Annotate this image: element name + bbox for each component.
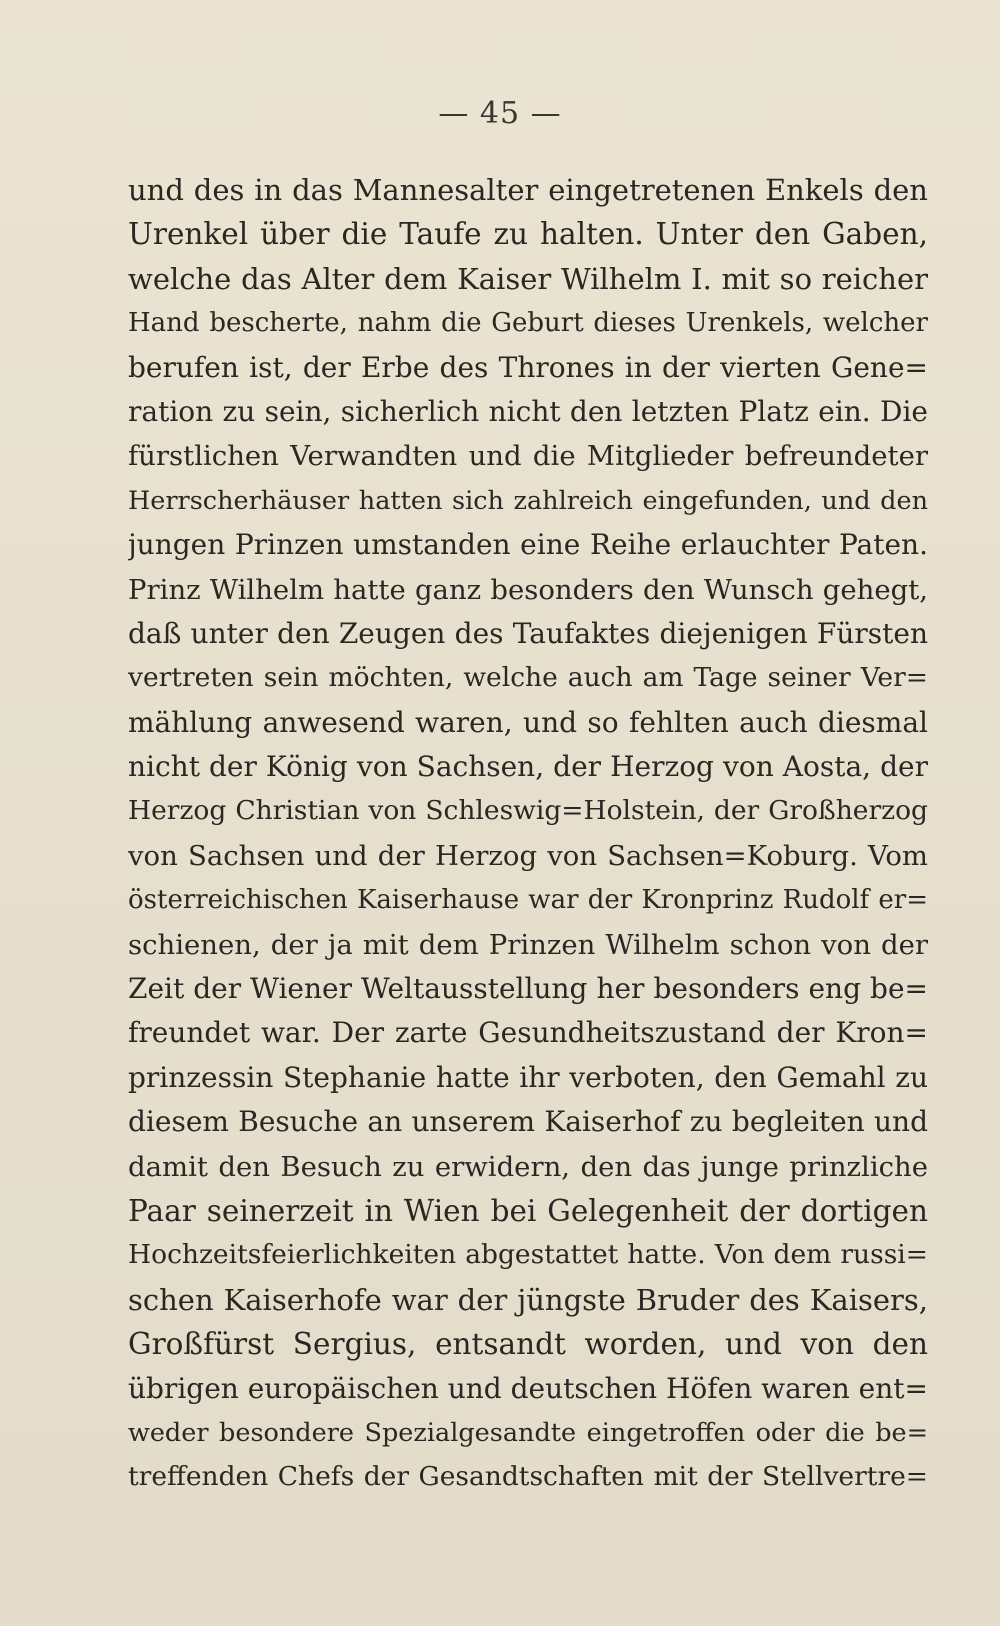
text-line: von Sachsen und der Herzog von Sachsen=Koburg. Vom	[128, 839, 928, 872]
text-line: Großfürst Sergius, entsandt worden, und von den	[128, 1327, 928, 1362]
text-line: mählung anwesend waren, und so fehlten auch diesmal	[128, 705, 928, 739]
text-line: schienen, der ja mit dem Prinzen Wilhelm schon von der	[128, 928, 928, 961]
text-line: Hochzeitsfeierlichkeiten abgestattet hatte. Von dem russi=	[128, 1239, 928, 1271]
text-line: damit den Besuch zu erwidern, den das junge prinzliche	[128, 1150, 928, 1183]
text-line: berufen ist, der Erbe des Thrones in der vierten Gene=	[128, 350, 928, 384]
text-line: Hand bescherte, nahm die Geburt dieses Urenkels, welcher	[128, 308, 928, 339]
text-line: weder besondere Spezialgesandte eingetroffen oder die be=	[128, 1417, 928, 1448]
text-line: diesem Besuche an unserem Kaiserhof zu begleiten und	[128, 1105, 928, 1139]
text-line: Prinz Wilhelm hatte ganz besonders den Wunsch gehegt,	[128, 573, 928, 606]
text-line: österreichischen Kaiserhause war der Kronprinz Rudolf er=	[128, 885, 928, 916]
text-line: daß unter den Zeugen des Taufaktes diejenigen Fürsten	[128, 616, 928, 650]
text-line: treffenden Chefs der Gesandtschaften mit der Stellvertre=	[128, 1461, 928, 1493]
text-line: ration zu sein, sicherlich nicht den letzten Platz ein. Die	[128, 394, 928, 428]
text-line: welche das Alter dem Kaiser Wilhelm I. mit so reicher	[128, 261, 928, 296]
text-line: prinzessin Stephanie hatte ihr verboten, den Gemahl zu	[128, 1060, 928, 1094]
text-line: Herzog Christian von Schleswig=Holstein, der Großherzog	[128, 795, 928, 827]
text-line: vertreten sein möchten, welche auch am Tage seiner Ver=	[128, 662, 928, 694]
text-line: nicht der König von Sachsen, der Herzog von Aosta, der	[128, 750, 928, 784]
text-line: schen Kaiserhofe war der jüngste Bruder des Kaisers,	[128, 1282, 928, 1317]
body-text	[128, 168, 928, 1500]
text-line: Zeit der Wiener Weltausstellung her besonders eng be=	[128, 972, 928, 1006]
text-line: Paar seinerzeit in Wien bei Gelegenheit der dortigen	[128, 1193, 928, 1228]
text-line: Herrscherhäuser hatten sich zahlreich eingefunden, und den	[128, 485, 928, 516]
text-line: freundet war. Der zarte Gesundheitszustand der Kron=	[128, 1016, 928, 1050]
text-line: und des in das Mannesalter eingetretenen Enkels den	[128, 173, 928, 207]
text-line: übrigen europäischen und deutschen Höfen waren ent=	[128, 1371, 928, 1405]
text-line: jungen Prinzen umstanden eine Reihe erlauchter Paten.	[128, 528, 928, 562]
text-line: Urenkel über die Taufe zu halten. Unter den Gaben,	[128, 217, 928, 252]
text-line: fürstlichen Verwandten und die Mitglieder befreundeter	[128, 440, 928, 473]
page-number: — 45 —	[438, 96, 562, 131]
